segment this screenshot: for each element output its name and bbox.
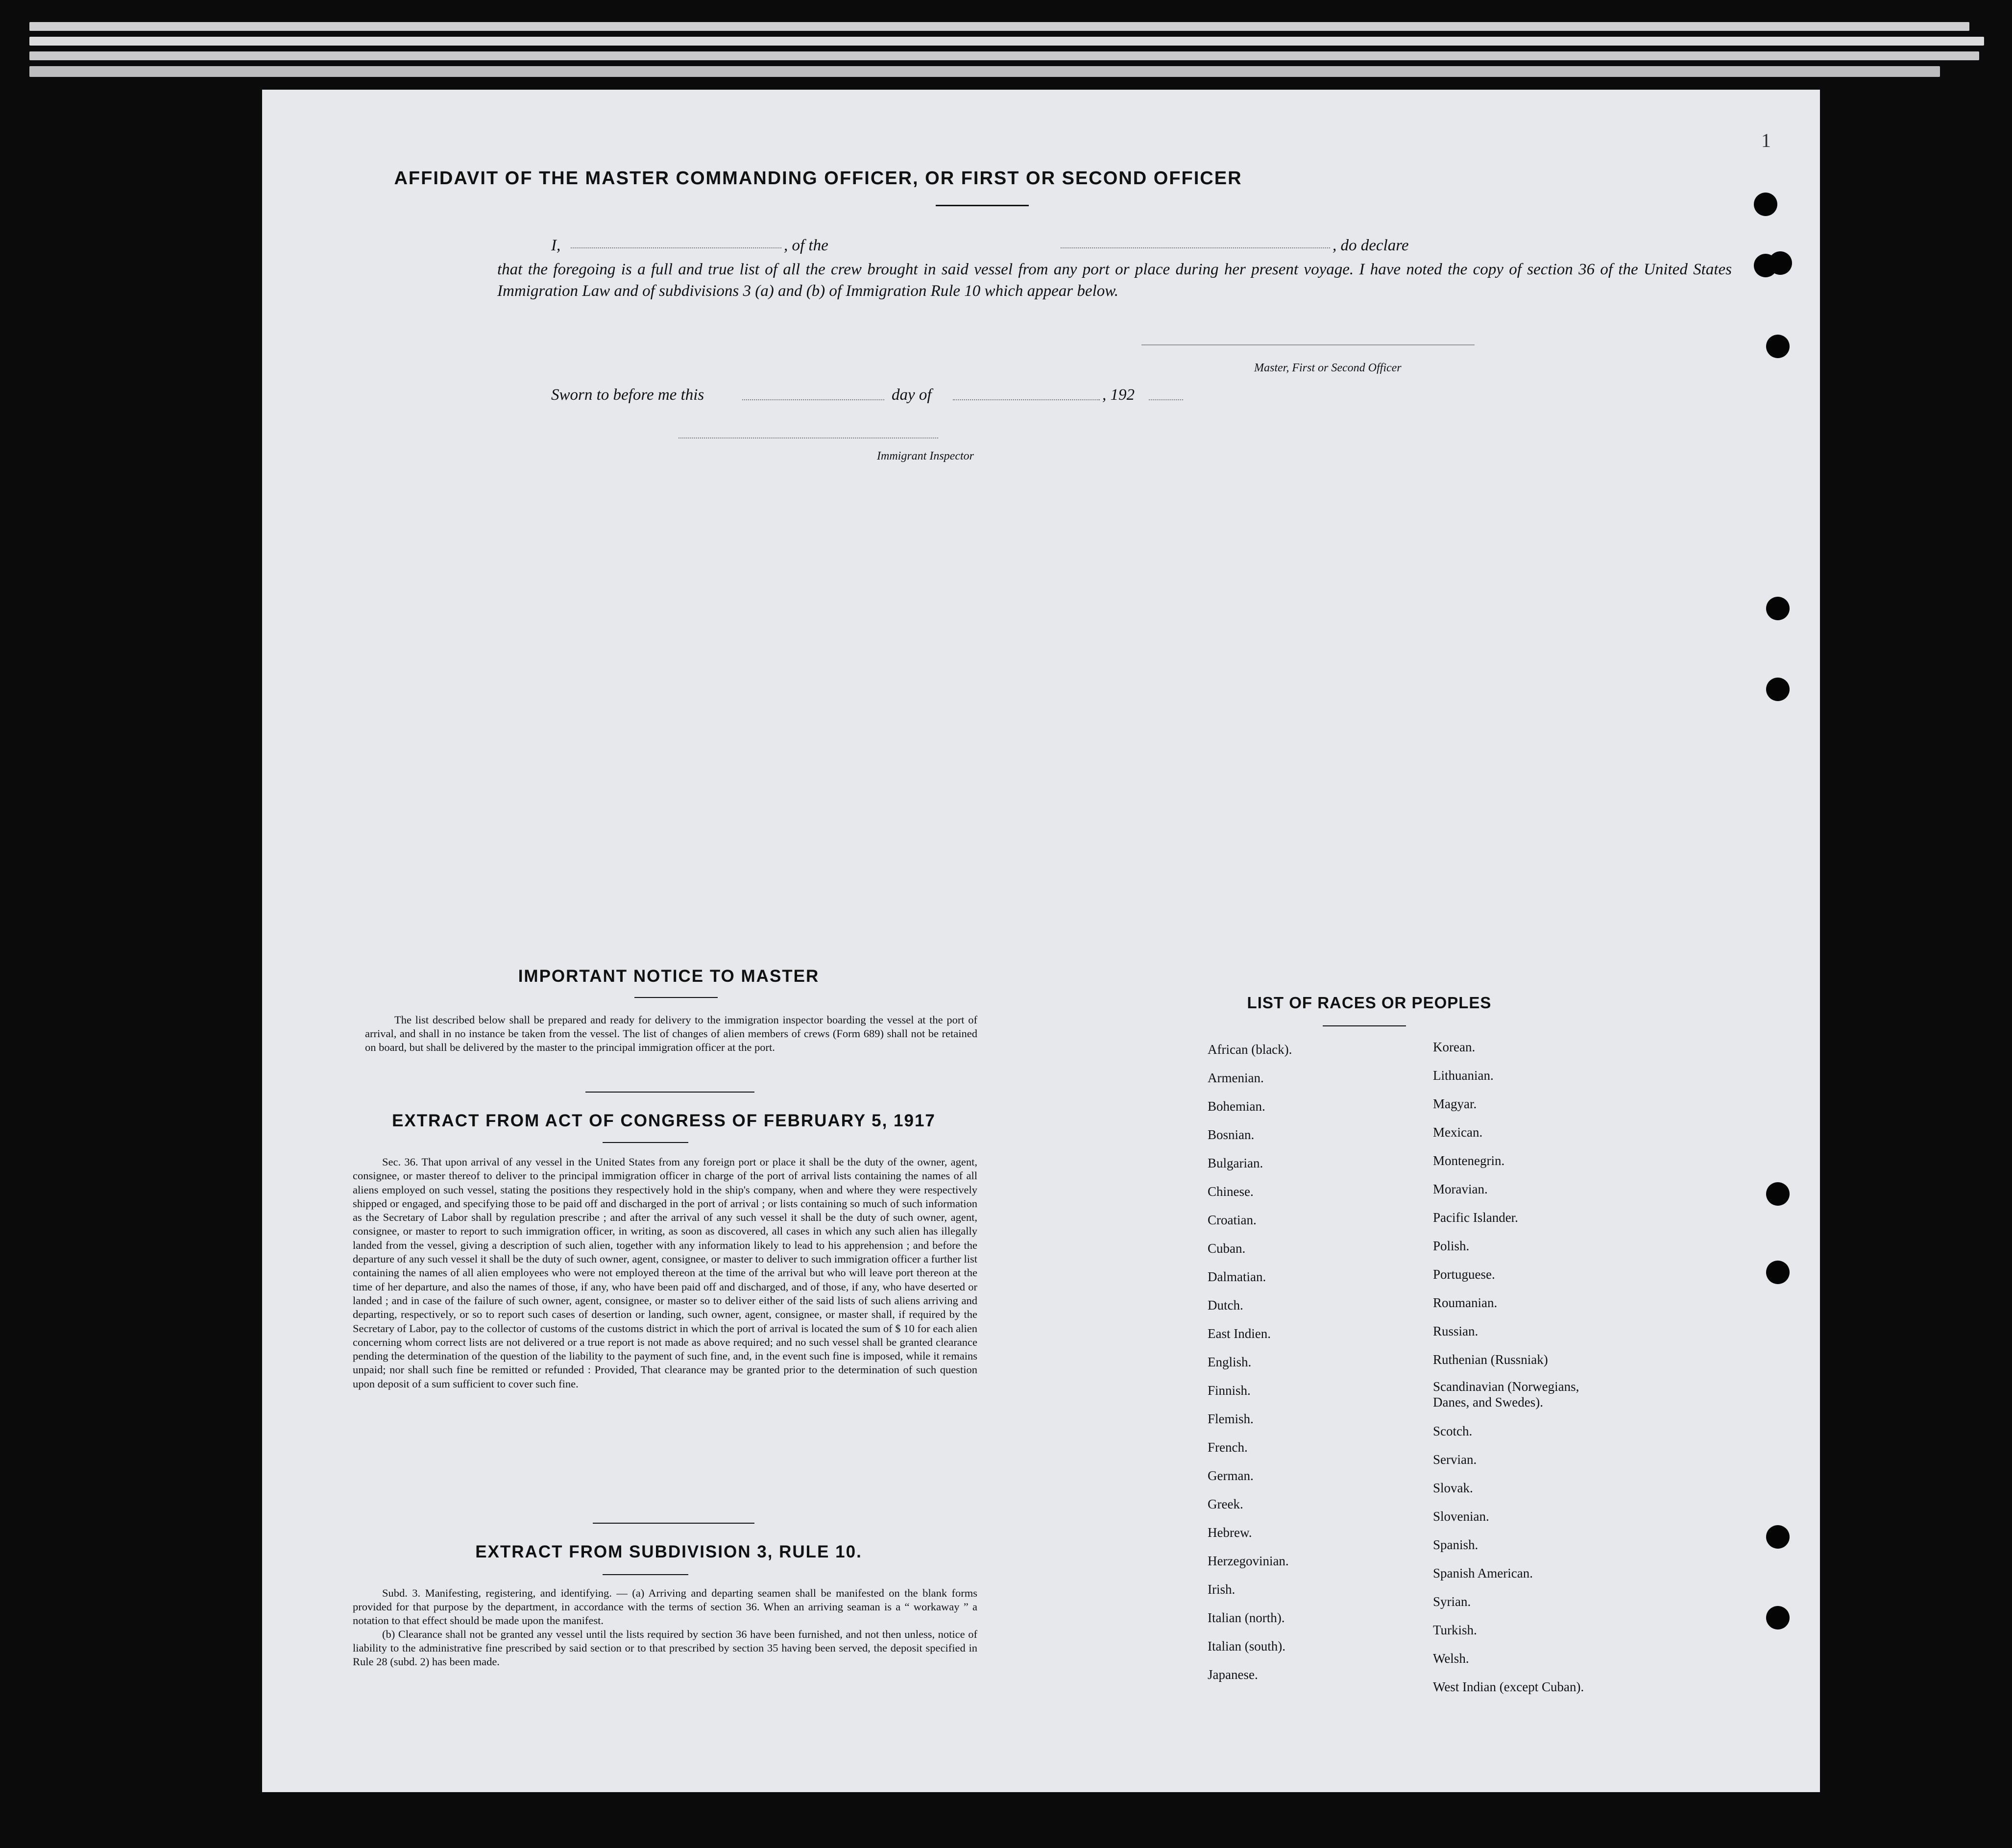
race-item: Lithuanian. [1433, 1068, 1494, 1083]
race-item: Italian (north). [1208, 1610, 1285, 1625]
race-item: Herzegovinian. [1208, 1554, 1289, 1568]
notice-text [365, 1013, 977, 1054]
page-corner-mark: 1 [1761, 129, 1771, 151]
i-label: I, [551, 237, 561, 254]
races-left-column [1208, 1035, 1292, 1689]
act-text [353, 1155, 977, 1391]
race-item: African (black). [1208, 1042, 1292, 1057]
title-underline [936, 205, 1029, 206]
act-paragraph: Sec. 36. That upon arrival of any vessel in the United States from any foreign port or place it shall be the duty of the owner, agent, consignee, or master thereof to deliver to the principal immigration officer in charge of the port of arrival lists containing the names of all aliens employed on such vessel, stating the positions they respectively hold in the ship's company, when and where they were respectively shipped or engaged, and specifying those to be paid off and discharged in the port of arrival ; or lists containing so much of such information as the Secretary of Labor shall by regulation prescribe ; and after the arrival of any such vessel it shall be the duty of such owner, agent, consignee, or master to report to such immigration officer, in writing, as soon as discovered, all cases in which any such alien has illegally landed from the vessel, giving a description of such alien, together with any information likely to lead to his apprehension ; and before the departure of any such vessel it shall be the duty of such owner, agent, consignee, or master to deliver to such immigration officer a further list containing the names of all alien employees who were not employed thereon at the time of the arrival but who will leave port thereon at the time of her departure, and also the names of those, if any, who have been paid off and discharged, and of those, if any, who have deserted or landed ; and in case of the failure of such owner, agent, consignee, or master so to deliver either of the said lists of such aliens arriving and departing, respectively, or so to report such cases of desertion or landing, such owner, agent, consignee, or master shall, if required by the Secretary of Labor, pay to the collector of customs of the customs district in which the port of arrival is located the sum of $ 10 for each alien concerning whom correct lists are not delivered or a true report is not made as above required; and no such vessel shall be granted clearance pending the determination of the question of the liability to the payment of such fine, and, in the event such fine is imposed, while it remains unpaid; nor shall such fine be remitted or refunded : Provided, That clearance may be granted prior to the determination of such question upon deposit of a sum sufficient to cover such fine. [353, 1156, 977, 1390]
race-item: Greek. [1208, 1497, 1243, 1511]
race-item: Scotch. [1433, 1424, 1473, 1438]
race-item: Finnish. [1208, 1383, 1251, 1398]
race-item: Italian (south). [1208, 1639, 1285, 1653]
punch-hole [1766, 678, 1790, 701]
punch-hole [1766, 1525, 1790, 1549]
race-item: Turkish. [1433, 1623, 1477, 1637]
race-item: Spanish. [1433, 1537, 1479, 1552]
rule-underline [603, 1574, 688, 1575]
notice-paragraph: The list described below shall be prepared and ready for delivery to the immigration inspector boarding the vessel at the port of arrival, and shall in no instance be taken from the vessel. The list of changes of alien members of crews (Form 689) shall not be retained on board, but shall be delivered by the master to the principal immigration officer at the port. [365, 1014, 977, 1053]
race-item: Syrian. [1433, 1594, 1471, 1609]
vessel-blank [1061, 247, 1330, 248]
background-page-edge [29, 37, 1984, 46]
notice-title: IMPORTANT NOTICE TO MASTER [518, 967, 820, 986]
race-item: Pacific Islander. [1433, 1210, 1518, 1225]
sworn-label: Sworn to before me this [551, 386, 704, 404]
race-item: Magyar. [1433, 1096, 1477, 1111]
do-declare-label: , do declare [1333, 237, 1409, 254]
races-right-column [1433, 1033, 1584, 1701]
race-item: Portuguese. [1433, 1267, 1495, 1282]
punch-hole [1754, 193, 1777, 216]
race-item: Spanish American. [1433, 1566, 1533, 1581]
race-item: German. [1208, 1468, 1254, 1483]
punch-hole [1766, 1182, 1790, 1206]
race-item: Cuban. [1208, 1241, 1246, 1256]
race-item: Armenian. [1208, 1070, 1264, 1085]
race-item: Dutch. [1208, 1298, 1243, 1313]
affidavit-title: AFFIDAVIT OF THE MASTER COMMANDING OFFICER, OR FIRST OR SECOND OFFICER [394, 168, 1242, 189]
race-item: Ruthenian (Russniak) [1433, 1352, 1548, 1367]
race-item: French. [1208, 1440, 1248, 1455]
year-label: , 192 [1102, 386, 1135, 404]
act-title: EXTRACT FROM ACT OF CONGRESS OF FEBRUARY 5, 1917 [392, 1111, 936, 1130]
background-page-edge [29, 51, 1979, 60]
inspector-label: Immigrant Inspector [877, 450, 974, 462]
sworn-month-blank [953, 399, 1100, 400]
race-item: English. [1208, 1355, 1252, 1369]
race-item: Korean. [1433, 1040, 1476, 1054]
race-item: Bulgarian. [1208, 1156, 1263, 1170]
race-item: Flemish. [1208, 1411, 1254, 1426]
race-item: Servian. [1433, 1452, 1477, 1467]
of-the-label: , of the [784, 237, 828, 254]
race-item: Irish. [1208, 1582, 1236, 1597]
rule-paragraph-a: Subd. 3. Manifesting, registering, and identifying. — (a) Arriving and departing seamen shall be manifested on the blank forms provided for that purpose by the department, in accordance with the terms of section 36. When an arriving seaman is a “ workaway ” a notation to that effect should be made upon the manifest. [353, 1587, 977, 1627]
race-item: Moravian. [1433, 1182, 1488, 1196]
race-item: Hebrew. [1208, 1525, 1252, 1540]
punch-hole [1769, 251, 1792, 275]
race-item: Russian. [1433, 1324, 1479, 1338]
race-item: East Indien. [1208, 1326, 1271, 1341]
punch-hole [1766, 335, 1790, 358]
notice-underline [634, 997, 718, 998]
rule-title: EXTRACT FROM SUBDIVISION 3, RULE 10. [475, 1542, 862, 1561]
act-divider [593, 1523, 754, 1524]
document-page [262, 90, 1820, 1792]
race-item: Welsh. [1433, 1651, 1469, 1666]
race-item: Scandinavian (Norwegians, Danes, and Swedes). [1433, 1379, 1579, 1410]
race-item: Bohemian. [1208, 1099, 1265, 1114]
race-item: Slovenian. [1433, 1509, 1489, 1524]
race-item: Mexican. [1433, 1125, 1483, 1140]
act-underline [603, 1142, 688, 1143]
day-of-label: day of [892, 386, 932, 404]
rule-text [353, 1586, 977, 1669]
background-page-edge [29, 22, 1969, 31]
punch-hole [1766, 1261, 1790, 1284]
signature-line [1141, 344, 1475, 345]
year-blank [1149, 399, 1183, 400]
rule-paragraph-b: (b) Clearance shall not be granted any vessel until the lists required by section 36 have been furnished, and not then unless, notice of liability to the administrative fine prescribed by said section or to that prescribed by section 35 having been served, the deposit specified in Rule 28 (subd. 2) has been made. [353, 1628, 977, 1668]
signature-label: Master, First or Second Officer [1254, 362, 1402, 374]
punch-hole [1766, 1606, 1790, 1629]
race-item: Croatian. [1208, 1213, 1257, 1227]
races-title: LIST OF RACES OR PEOPLES [1247, 994, 1492, 1012]
race-item: West Indian (except Cuban). [1433, 1679, 1584, 1694]
race-item: Chinese. [1208, 1184, 1254, 1199]
races-underline [1323, 1025, 1406, 1026]
sworn-day-blank [742, 399, 884, 400]
background-page-edge [29, 66, 1940, 77]
race-item: Bosnian. [1208, 1127, 1255, 1142]
race-item: Polish. [1433, 1239, 1470, 1253]
name-blank [571, 247, 781, 248]
affidavit-paragraph: that the foregoing is a full and true list of all the crew brought in said vessel from any port or place during her present voyage. I have noted the copy of section 36 of the United States Immigration Law and of subdivisions 3 (a) and (b) of Immigration Rule 10 which appear below. [497, 261, 1732, 300]
race-item: Dalmatian. [1208, 1269, 1266, 1284]
notice-divider [585, 1092, 754, 1093]
race-item: Japanese. [1208, 1667, 1258, 1682]
race-item: Slovak. [1433, 1481, 1473, 1495]
race-item: Roumanian. [1433, 1295, 1498, 1310]
punch-hole [1766, 597, 1790, 620]
race-item: Montenegrin. [1433, 1153, 1505, 1168]
